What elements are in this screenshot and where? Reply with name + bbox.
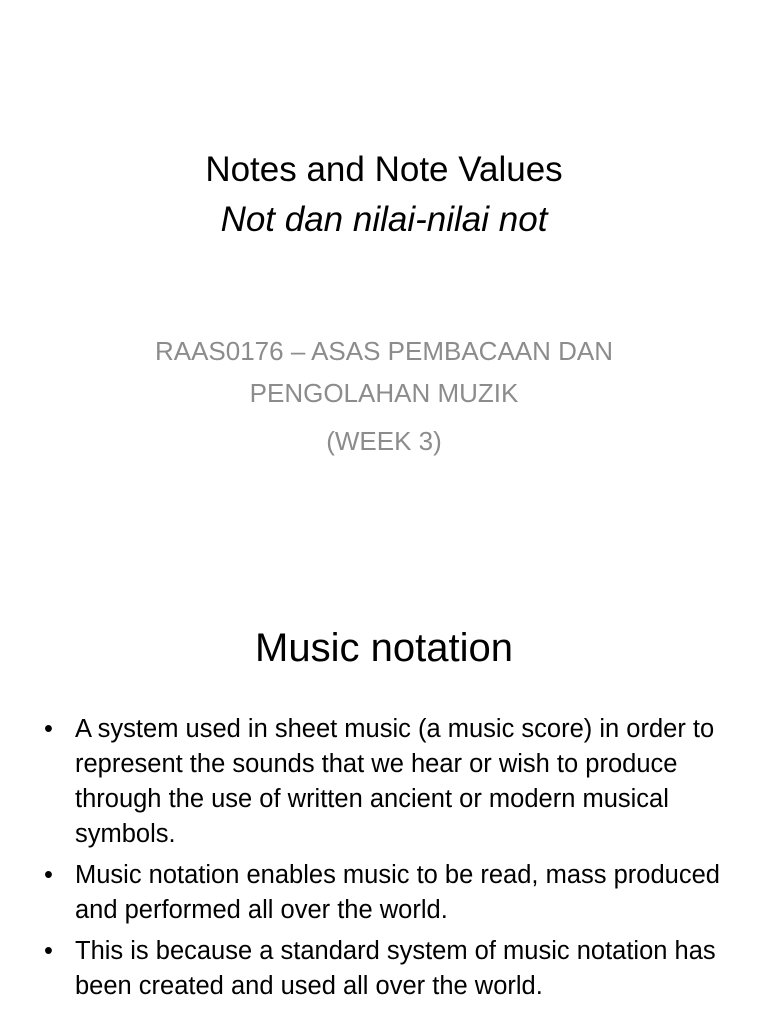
list-item [44, 858, 724, 928]
title-main: Notes and Note Values [205, 150, 563, 189]
bullet-text: A system used in sheet music (a music score) in order to represent the sounds that we hear or wish to produce through the use of written ancient or modern musical symbols. [75, 715, 715, 848]
course-subtitle [0, 330, 768, 462]
slide-title [0, 145, 768, 245]
list-item [44, 712, 724, 852]
content-slide [0, 580, 768, 1024]
week-label: (WEEK 3) [326, 426, 442, 456]
title-italic: Not dan nilai-nilai not [220, 200, 548, 239]
bullet-dot-icon: • [44, 861, 53, 889]
bullet-text: This is because a standard system of music notation has been created and used all over the world. [75, 937, 716, 1000]
course-line-1: RAAS0176 – ASAS PEMBACAAN DAN [154, 336, 614, 366]
list-item [44, 934, 724, 1004]
bullet-text: Music notation enables music to be read, mass produced and performed all over the world. [75, 861, 720, 924]
bullet-dot-icon: • [44, 937, 53, 965]
course-line-2: PENGOLAHAN MUZIK [249, 378, 519, 408]
bullet-list [44, 712, 724, 1010]
bullet-dot-icon: • [44, 715, 53, 743]
slide-heading: Music notation [255, 626, 513, 670]
